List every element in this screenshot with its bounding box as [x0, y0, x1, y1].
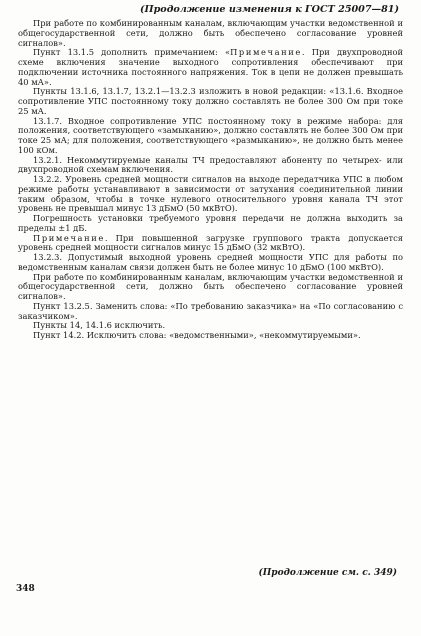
paragraph-9: 13.2.3. Допустимый выходной уровень средней мощности УПС для работы по ведомственным каналам связи должен быть не более минус 10 дБмО (100 мкВтО).	[18, 252, 403, 272]
paragraph-4: 13.1.7. Входное сопротивление УПС постоянному току в режиме набора: для положения, соответствующего «замыканию», должно составлять не более 300 Ом при токе 25 мА; для положения, соответствующего «размыканию», не должно быть менее 100 кОм.	[18, 115, 403, 155]
page-number: 348	[16, 584, 35, 594]
paragraph-10: При работе по комбинированным каналам, включающим участки ведомственной и общегосударственной сети, должно быть обеспечено согласование уровней сигналов».	[18, 271, 403, 301]
note-label-2: Примечание	[33, 232, 105, 243]
paragraph-5: 13.2.1. Некоммутируемые каналы ТЧ предоставляют абоненту по четырех- или двухпроводной схемам включения.	[18, 154, 403, 175]
paragraph-13: Пункт 14.2. Исключить слова: «ведомственными», «некоммутируемыми».	[33, 330, 361, 340]
page-header: (Продолжение изменения к ГОСТ 25007—81)	[140, 4, 399, 15]
note-text-2: . При повышенной загрузке группового тракта допускается уровень средней мощности сигналов минус 15 дБмО (32 мкВтО).	[18, 232, 403, 253]
paragraph-6: 13.2.2. Уровень средней мощности сигналов на выходе передатчика УПС в любом режиме работы устанавливают в зависимости от затухания соединительной линии таким образом, чтобы в точке нулевого относительного уровня канала ТЧ этот уровень не превышал минус 13 дБмО (50 мкВтО).	[18, 174, 403, 214]
paragraph-8	[18, 234, 403, 254]
paragraph-3: Пункты 13.1.6, 13.1.7, 13.2.1—13.2.3 изложить в новой редакции: «13.1.6. Входное сопротивление УПС постоянному току должно составлять не более 300 Ом при токе 25 мА.	[18, 86, 403, 116]
continuation-note: (Продолжение см. с. 349)	[258, 568, 397, 578]
paragraph-2	[18, 48, 403, 87]
note-label: Примечание	[230, 47, 302, 58]
paragraph-2-lead: Пункт 13.1.5 дополнить примечанием: «	[33, 47, 231, 58]
document-body	[18, 19, 403, 341]
paragraph-12: Пункты 14, 14.1.6 исключить.	[33, 320, 166, 331]
paragraph-11: Пункт 13.2.5. Заменить слова: «По требованию заказчика» на «По согласованию с заказчиком».	[18, 300, 403, 321]
paragraph-1: При работе по комбинированным каналам, включающим участки ведомственной и общегосударственной сети, должно быть обеспечено согласование уровней сигналов».	[18, 18, 403, 48]
paragraph-7: Погрешность установки требуемого уровня передачи не должна выходить за пределы ±1 дБ.	[18, 213, 403, 233]
note-text: . При двухпроводной схеме включения значение выходного сопротивления обеспечивают при подключении источника постоянного напряжения. Ток в цепи не должен превышать 40 мА».	[18, 47, 404, 87]
